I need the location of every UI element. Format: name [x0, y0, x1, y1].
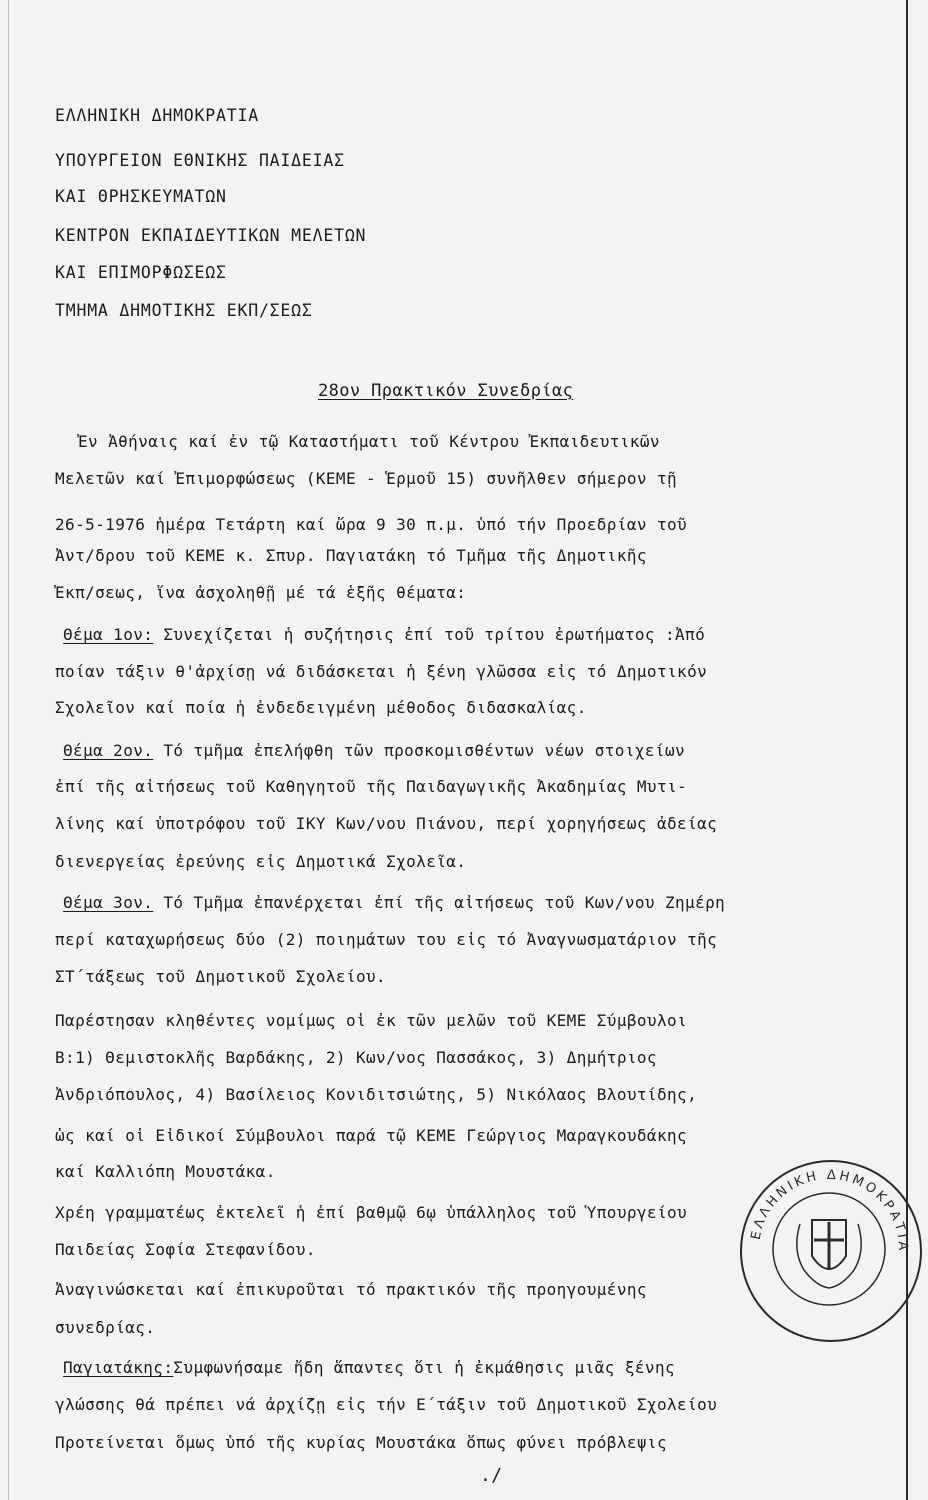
pagiatakis-line-3: Προτείνεται ὅμως ὑπό τῆς κυρίας Μουστάκα ὅπως φύνει πρόβλεψις — [55, 1433, 668, 1452]
seal-graphic — [740, 1160, 918, 1338]
theme-3-text: Τό Τμῆμα ἐπανέρχεται ἐπί τῆς αἰτήσεως τοῦ Κων/νου Ζημέρη — [153, 893, 726, 912]
approval-line-1: Ἀναγινώσκεται καί ἐπικυροῦται τό πρακτικόν τῆς προηγουμένης — [55, 1280, 647, 1299]
scan-edge-left — [8, 0, 9, 1500]
theme-2-line-3: λίνης καί ὑποτρόφου τοῦ ΙΚΥ Κων/νου Πιάνου, περί χορηγήσεως ἀδείας — [55, 814, 718, 833]
intro-line-2: Μελετῶν καί Ἐπιμορφώσεως (ΚΕΜΕ - Ἑρμοῦ 15) συνῆλθεν σήμερον τῇ — [55, 469, 678, 488]
seal-ring-text: ΕΛΛΗΝΙΚΗ ΔΗΜΟΚΡΑΤΙΑ — [748, 1167, 911, 1254]
header-line-6: ΤΜΗΜΑ ΔΗΜΟΤΙΚΗΣ ΕΚΠ/ΣΕΩΣ — [55, 301, 313, 320]
pagiatakis-line-2: γλώσσης θά πρέπει νά ἀρχίζῃ εἰς τήν Ε΄τάξιν τοῦ Δημοτικοῦ Σχολείου — [55, 1395, 718, 1414]
theme-2-text: Τό τμῆμα ἐπελήφθη τῶν προσκομισθέντων νέων στοιχείων — [153, 741, 686, 760]
document-title: 28ον Πρακτικόν Συνεδρίας — [318, 381, 574, 401]
attendance-line-4: ὡς καί οἱ Εἰδικοί Σύμβουλοι παρά τῷ ΚΕΜΕ Γεώργιος Μαραγκουδάκης — [55, 1126, 688, 1145]
theme-2-line-1 — [63, 741, 685, 760]
theme-3-line-1 — [63, 893, 725, 912]
theme-3-line-3: ΣΤ΄τάξεως τοῦ Δημοτικοῦ Σχολείου. — [55, 967, 387, 986]
speaker-text: Συμφωνήσαμε ἤδη ἅπαντες ὅτι ἡ ἐκμάθησις μιᾶς ξένης — [173, 1358, 676, 1377]
intro-line-3: 26-5-1976 ἡμέρα Τετάρτη καί ὥρα 9 30 π.μ. ὑπό τήν Προεδρίαν τοῦ — [55, 515, 688, 534]
attendance-line-5: καί Καλλιόπη Μουστάκα. — [55, 1162, 276, 1181]
pagiatakis-line-1 — [63, 1358, 675, 1377]
secretary-line-1: Χρέη γραμματέως ἐκτελεῖ ἡ ἐπί βαθμῷ 6ῳ ὑπάλληλος τοῦ Ὑπουργείου — [55, 1203, 688, 1222]
theme-2-label: Θέμα 2ον. — [63, 741, 154, 760]
theme-3-line-2: περί καταχωρήσεως δύο (2) ποιημάτων του εἰς τό Ἀναγνωσματάριον τῆς — [55, 930, 718, 949]
header-line-2: ΥΠΟΥΡΓΕΙΟΝ ΕΘΝΙΚΗΣ ΠΑΙΔΕΙΑΣ — [55, 151, 345, 170]
theme-1-line-1 — [63, 625, 705, 644]
theme-1-text: Συνεχίζεται ἡ συζήτησις ἐπί τοῦ τρίτου ἐρωτήματος :Ἀπό — [153, 625, 706, 644]
approval-line-2: συνεδρίας. — [55, 1318, 156, 1337]
attendance-line-2: Β:1) Θεμιστοκλῆς Βαρδάκης, 2) Κων/νος Πασσάκος, 3) Δημήτριος — [55, 1048, 657, 1067]
theme-1-line-2: ποίαν τάξιν θ'ἀρχίσῃ νά διδάσκεται ἡ ξένη γλῶσσα εἰς τό Δημοτικόν — [55, 662, 708, 681]
theme-1-label: Θέμα 1ον: — [63, 625, 154, 644]
theme-2-line-2: ἐπί τῆς αἰτήσεως τοῦ Καθηγητοῦ τῆς Παιδαγωγικῆς Ἀκαδημίας Μυτι- — [55, 777, 688, 796]
speaker-label: Παγιατάκης: — [63, 1358, 174, 1377]
intro-line-4: Ἀντ/δρου τοῦ ΚΕΜΕ κ. Σπυρ. Παγιατάκη τό Τμῆμα τῆς Δημοτικῆς — [55, 546, 647, 565]
header-line-3: ΚΑΙ ΘΡΗΣΚΕΥΜΑΤΩΝ — [55, 187, 227, 206]
theme-1-line-3: Σχολεῖον καί ποία ἡ ἐνδεδειγμένη μέθοδος διδασκαλίας. — [55, 698, 587, 717]
header-line-4: ΚΕΝΤΡΟΝ ΕΚΠΑΙΔΕΥΤΙΚΩΝ ΜΕΛΕΤΩΝ — [55, 226, 367, 245]
page-continuation-mark: ./ — [480, 1465, 503, 1486]
attendance-line-1: Παρέστησαν κληθέντες νομίμως οἱ ἐκ τῶν μελῶν τοῦ ΚΕΜΕ Σύμβουλοι — [55, 1011, 688, 1030]
official-seal — [740, 1160, 922, 1342]
secretary-line-2: Παιδείας Σοφία Στεφανίδου. — [55, 1240, 316, 1259]
attendance-line-3: Ἀνδριόπουλος, 4) Βασίλειος Κονιδιτσιώτης, 5) Νικόλαος Βλουτίδης, — [55, 1085, 698, 1104]
intro-line-1: Ἐν Ἀθήναις καί ἐν τῷ Καταστήματι τοῦ Κέντρου Ἐκπαιδευτικῶν — [78, 432, 660, 451]
theme-3-label: Θέμα 3ον. — [63, 893, 154, 912]
header-line-1: ΕΛΛΗΝΙΚΗ ΔΗΜΟΚΡΑΤΙΑ — [55, 106, 259, 125]
theme-2-line-4: διενεργείας ἐρεύνης εἰς Δημοτικά Σχολεῖα. — [55, 852, 467, 871]
intro-line-5: Ἐκπ/σεως, ἵνα ἀσχοληθῇ μέ τά ἑξῆς θέματα: — [55, 583, 467, 602]
header-line-5: ΚΑΙ ΕΠΙΜΟΡΦΩΣΕΩΣ — [55, 263, 227, 282]
